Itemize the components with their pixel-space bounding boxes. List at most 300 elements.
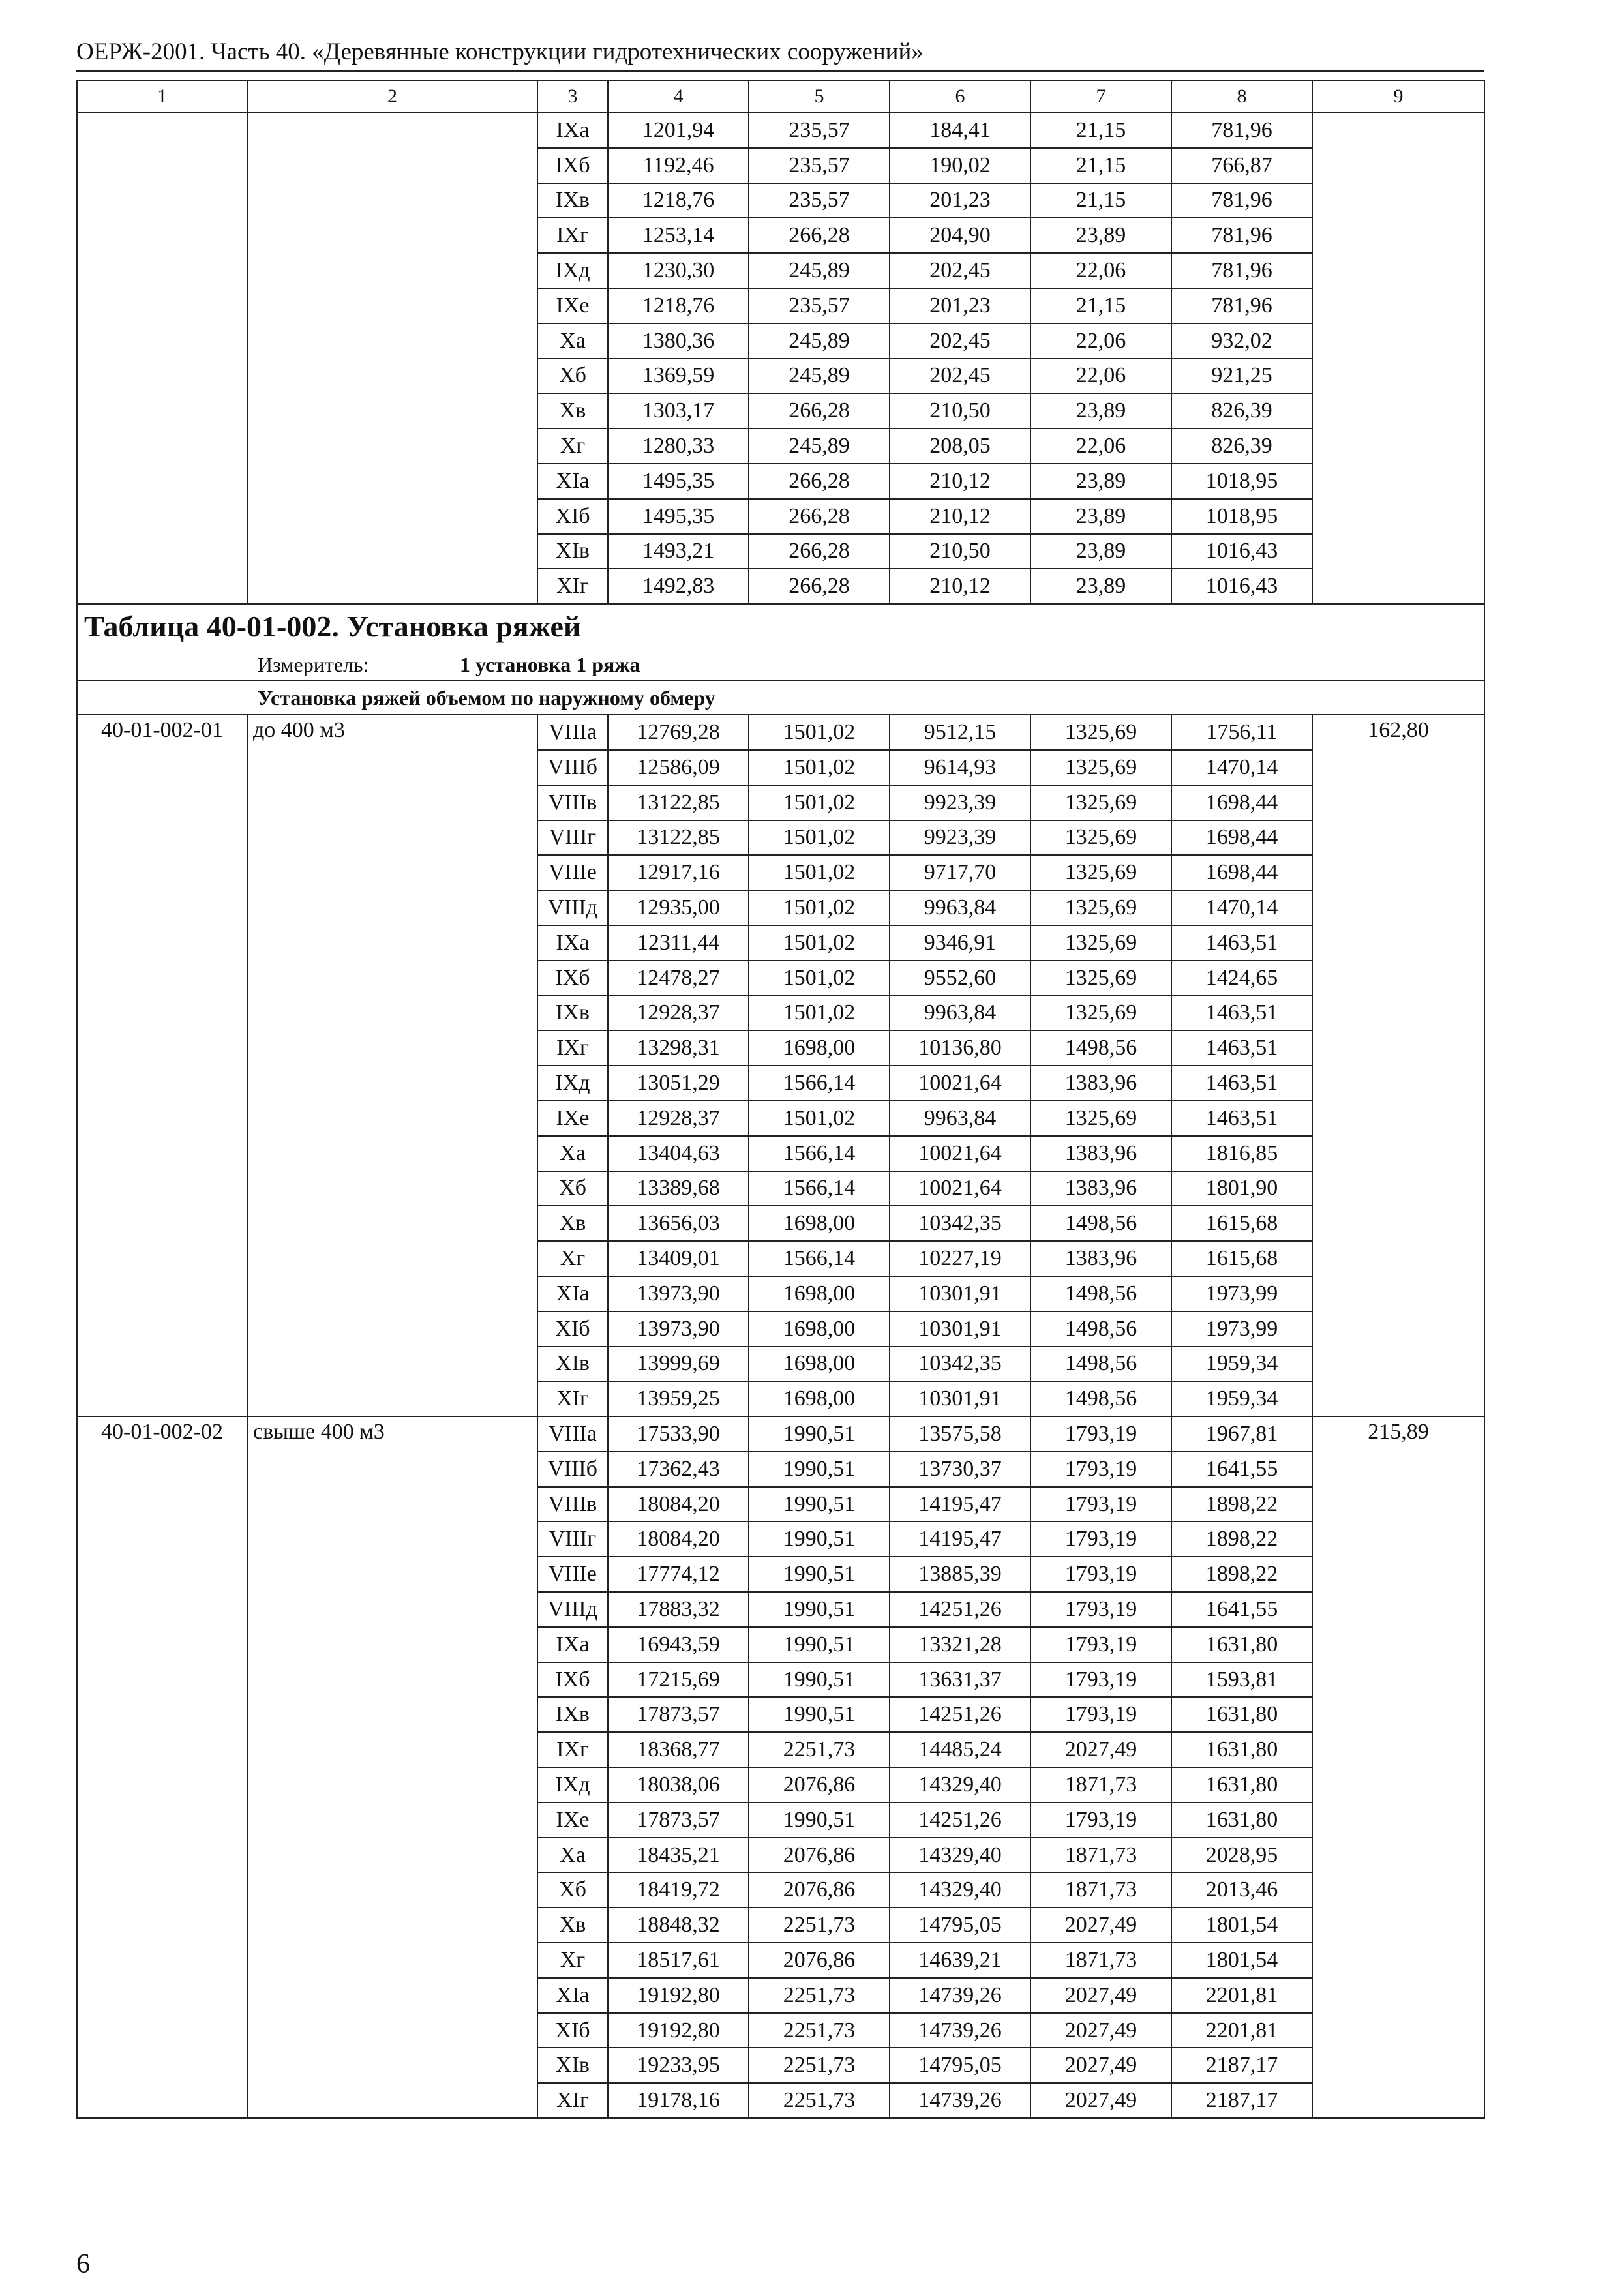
wages-cell: 1501,02 bbox=[749, 925, 890, 961]
zone-cell: Xг bbox=[537, 1241, 608, 1276]
wages-cell: 1990,51 bbox=[749, 1416, 890, 1452]
wages-cell: 1698,00 bbox=[749, 1276, 890, 1311]
materials-cell: 1631,80 bbox=[1171, 1627, 1312, 1662]
materials-cell: 1615,68 bbox=[1171, 1206, 1312, 1241]
machines-cell: 201,23 bbox=[890, 288, 1030, 323]
total-cost-cell: 1230,30 bbox=[608, 253, 749, 288]
machinist-wages-cell: 1498,56 bbox=[1030, 1381, 1171, 1416]
column-number: 9 bbox=[1312, 80, 1484, 113]
materials-cell: 1898,22 bbox=[1171, 1487, 1312, 1522]
wages-cell: 1501,02 bbox=[749, 1101, 890, 1136]
materials-cell: 766,87 bbox=[1171, 148, 1312, 183]
total-cost-cell: 1218,76 bbox=[608, 183, 749, 218]
page-number: 6 bbox=[76, 2249, 90, 2279]
machines-cell: 9717,70 bbox=[890, 855, 1030, 890]
machines-cell: 14195,47 bbox=[890, 1521, 1030, 1557]
materials-cell: 1801,54 bbox=[1171, 1908, 1312, 1943]
total-cost-cell: 1492,83 bbox=[608, 569, 749, 604]
price-table bbox=[76, 80, 1485, 2119]
materials-cell: 1698,44 bbox=[1171, 855, 1312, 890]
machines-cell: 210,12 bbox=[890, 569, 1030, 604]
total-cost-cell: 19178,16 bbox=[608, 2083, 749, 2118]
total-cost-cell: 1253,14 bbox=[608, 218, 749, 253]
zone-cell: IXг bbox=[537, 1732, 608, 1767]
wages-cell: 2076,86 bbox=[749, 1767, 890, 1803]
machinist-wages-cell: 1325,69 bbox=[1030, 996, 1171, 1031]
zone-cell: VIIIе bbox=[537, 855, 608, 890]
total-cost-cell: 13122,85 bbox=[608, 785, 749, 820]
machines-cell: 14739,26 bbox=[890, 2083, 1030, 2118]
machines-cell: 202,45 bbox=[890, 253, 1030, 288]
materials-cell: 921,25 bbox=[1171, 359, 1312, 394]
wages-cell: 245,89 bbox=[749, 323, 890, 359]
machines-cell: 14195,47 bbox=[890, 1487, 1030, 1522]
machines-cell: 14251,26 bbox=[890, 1592, 1030, 1627]
zone-cell: XIб bbox=[537, 1311, 608, 1347]
machines-cell: 202,45 bbox=[890, 359, 1030, 394]
materials-cell: 781,96 bbox=[1171, 218, 1312, 253]
zone-cell: IXд bbox=[537, 1767, 608, 1803]
materials-cell: 1016,43 bbox=[1171, 534, 1312, 569]
total-cost-cell: 17883,32 bbox=[608, 1592, 749, 1627]
machines-cell: 210,12 bbox=[890, 499, 1030, 534]
materials-cell: 781,96 bbox=[1171, 113, 1312, 148]
wages-cell: 2076,86 bbox=[749, 1838, 890, 1873]
zone-cell: XIв bbox=[537, 2048, 608, 2083]
total-cost-cell: 13389,68 bbox=[608, 1171, 749, 1206]
wages-cell: 266,28 bbox=[749, 464, 890, 499]
name-cell bbox=[247, 113, 537, 604]
machines-cell: 9963,84 bbox=[890, 996, 1030, 1031]
machinist-wages-cell: 21,15 bbox=[1030, 288, 1171, 323]
materials-cell: 1463,51 bbox=[1171, 996, 1312, 1031]
wages-cell: 1566,14 bbox=[749, 1241, 890, 1276]
materials-cell: 781,96 bbox=[1171, 253, 1312, 288]
total-cost-cell: 1369,59 bbox=[608, 359, 749, 394]
wages-cell: 235,57 bbox=[749, 288, 890, 323]
materials-cell: 2028,95 bbox=[1171, 1838, 1312, 1873]
materials-cell: 1967,81 bbox=[1171, 1416, 1312, 1452]
zone-cell: VIIIд bbox=[537, 890, 608, 925]
total-cost-cell: 18848,32 bbox=[608, 1908, 749, 1943]
zone-cell: VIIIг bbox=[537, 1521, 608, 1557]
machines-cell: 204,90 bbox=[890, 218, 1030, 253]
machinist-wages-cell: 2027,49 bbox=[1030, 2048, 1171, 2083]
machines-cell: 9963,84 bbox=[890, 1101, 1030, 1136]
materials-cell: 1801,90 bbox=[1171, 1171, 1312, 1206]
machines-cell: 14251,26 bbox=[890, 1697, 1030, 1732]
zone-cell: IXе bbox=[537, 1101, 608, 1136]
machinist-wages-cell: 1325,69 bbox=[1030, 890, 1171, 925]
column-number: 1 bbox=[77, 80, 247, 113]
wages-cell: 1501,02 bbox=[749, 961, 890, 996]
machines-cell: 9923,39 bbox=[890, 785, 1030, 820]
machines-cell: 9512,15 bbox=[890, 715, 1030, 750]
wages-cell: 1501,02 bbox=[749, 996, 890, 1031]
wages-cell: 1698,00 bbox=[749, 1030, 890, 1066]
wages-cell: 1501,02 bbox=[749, 890, 890, 925]
wages-cell: 1990,51 bbox=[749, 1521, 890, 1557]
meter-cell bbox=[77, 649, 1484, 681]
total-cost-cell: 12928,37 bbox=[608, 1101, 749, 1136]
materials-cell: 1463,51 bbox=[1171, 925, 1312, 961]
total-cost-cell: 1495,35 bbox=[608, 499, 749, 534]
machines-cell: 9923,39 bbox=[890, 820, 1030, 856]
zone-cell: IXб bbox=[537, 148, 608, 183]
machinist-wages-cell: 1325,69 bbox=[1030, 1101, 1171, 1136]
total-cost-cell: 19192,80 bbox=[608, 1978, 749, 2013]
total-cost-cell: 12935,00 bbox=[608, 890, 749, 925]
materials-cell: 1973,99 bbox=[1171, 1311, 1312, 1347]
machines-cell: 10136,80 bbox=[890, 1030, 1030, 1066]
zone-cell: IXв bbox=[537, 183, 608, 218]
column-number: 8 bbox=[1171, 80, 1312, 113]
machinist-wages-cell: 1325,69 bbox=[1030, 925, 1171, 961]
total-cost-cell: 18084,20 bbox=[608, 1487, 749, 1522]
machines-cell: 14795,05 bbox=[890, 2048, 1030, 2083]
column-number: 5 bbox=[749, 80, 890, 113]
machines-cell: 14329,40 bbox=[890, 1767, 1030, 1803]
zone-cell: Xб bbox=[537, 1171, 608, 1206]
machinist-wages-cell: 1383,96 bbox=[1030, 1171, 1171, 1206]
materials-cell: 1463,51 bbox=[1171, 1066, 1312, 1101]
machinist-wages-cell: 21,15 bbox=[1030, 148, 1171, 183]
zone-cell: IXв bbox=[537, 996, 608, 1031]
zone-cell: VIIIг bbox=[537, 820, 608, 856]
zone-cell: XIа bbox=[537, 1276, 608, 1311]
total-cost-cell: 13404,63 bbox=[608, 1136, 749, 1171]
machinist-wages-cell: 1871,73 bbox=[1030, 1767, 1171, 1803]
machinist-wages-cell: 22,06 bbox=[1030, 253, 1171, 288]
wages-cell: 1990,51 bbox=[749, 1662, 890, 1698]
zone-cell: Xа bbox=[537, 1136, 608, 1171]
zone-cell: IXг bbox=[537, 218, 608, 253]
machinist-wages-cell: 23,89 bbox=[1030, 393, 1171, 428]
machines-cell: 13321,28 bbox=[890, 1627, 1030, 1662]
column-number: 3 bbox=[537, 80, 608, 113]
wages-cell: 266,28 bbox=[749, 499, 890, 534]
machinist-wages-cell: 1793,19 bbox=[1030, 1452, 1171, 1487]
machines-cell: 9963,84 bbox=[890, 890, 1030, 925]
materials-cell: 1631,80 bbox=[1171, 1732, 1312, 1767]
table-title-row bbox=[77, 604, 1484, 649]
meter-row bbox=[77, 649, 1484, 681]
meter-value: 1 установка 1 ряжа bbox=[460, 653, 640, 677]
machinist-wages-cell: 1383,96 bbox=[1030, 1241, 1171, 1276]
wages-cell: 1501,02 bbox=[749, 855, 890, 890]
total-cost-cell: 18419,72 bbox=[608, 1872, 749, 1908]
wages-cell: 2076,86 bbox=[749, 1872, 890, 1908]
wages-cell: 245,89 bbox=[749, 253, 890, 288]
name-cell: свыше 400 м3 bbox=[247, 1416, 537, 2118]
zone-cell: XIб bbox=[537, 2013, 608, 2048]
materials-cell: 1898,22 bbox=[1171, 1557, 1312, 1592]
materials-cell: 2201,81 bbox=[1171, 1978, 1312, 2013]
wages-cell: 1698,00 bbox=[749, 1347, 890, 1382]
wages-cell: 1501,02 bbox=[749, 715, 890, 750]
total-cost-cell: 18038,06 bbox=[608, 1767, 749, 1803]
zone-cell: XIа bbox=[537, 464, 608, 499]
total-cost-cell: 13959,25 bbox=[608, 1381, 749, 1416]
materials-cell: 826,39 bbox=[1171, 428, 1312, 464]
total-cost-cell: 13122,85 bbox=[608, 820, 749, 856]
zone-cell: Xв bbox=[537, 393, 608, 428]
wages-cell: 1698,00 bbox=[749, 1311, 890, 1347]
wages-cell: 1501,02 bbox=[749, 820, 890, 856]
materials-cell: 1698,44 bbox=[1171, 785, 1312, 820]
machinist-wages-cell: 1793,19 bbox=[1030, 1662, 1171, 1698]
wages-cell: 2076,86 bbox=[749, 1943, 890, 1978]
total-cost-cell: 19233,95 bbox=[608, 2048, 749, 2083]
total-cost-cell: 13973,90 bbox=[608, 1311, 749, 1347]
machines-cell: 10021,64 bbox=[890, 1066, 1030, 1101]
machinist-wages-cell: 1793,19 bbox=[1030, 1521, 1171, 1557]
machinist-wages-cell: 1383,96 bbox=[1030, 1136, 1171, 1171]
machinist-wages-cell: 2027,49 bbox=[1030, 1908, 1171, 1943]
machinist-wages-cell: 1325,69 bbox=[1030, 715, 1171, 750]
materials-cell: 1631,80 bbox=[1171, 1697, 1312, 1732]
zone-cell: IXв bbox=[537, 1697, 608, 1732]
wages-cell: 1566,14 bbox=[749, 1171, 890, 1206]
zone-cell: VIIIд bbox=[537, 1592, 608, 1627]
machines-cell: 9346,91 bbox=[890, 925, 1030, 961]
machines-cell: 9552,60 bbox=[890, 961, 1030, 996]
wages-cell: 235,57 bbox=[749, 183, 890, 218]
machinist-wages-cell: 1498,56 bbox=[1030, 1206, 1171, 1241]
total-cost-cell: 12769,28 bbox=[608, 715, 749, 750]
materials-cell: 1816,85 bbox=[1171, 1136, 1312, 1171]
machinist-wages-cell: 1325,69 bbox=[1030, 820, 1171, 856]
machinist-wages-cell: 1871,73 bbox=[1030, 1943, 1171, 1978]
zone-cell: Xа bbox=[537, 323, 608, 359]
total-cost-cell: 19192,80 bbox=[608, 2013, 749, 2048]
machines-cell: 10021,64 bbox=[890, 1171, 1030, 1206]
zone-cell: Xв bbox=[537, 1206, 608, 1241]
wages-cell: 1698,00 bbox=[749, 1206, 890, 1241]
zone-cell: VIIIб bbox=[537, 750, 608, 785]
zone-cell: VIIIа bbox=[537, 1416, 608, 1452]
materials-cell: 1615,68 bbox=[1171, 1241, 1312, 1276]
wages-cell: 235,57 bbox=[749, 148, 890, 183]
machines-cell: 13885,39 bbox=[890, 1557, 1030, 1592]
machines-cell: 202,45 bbox=[890, 323, 1030, 359]
machinist-wages-cell: 23,89 bbox=[1030, 218, 1171, 253]
machinist-wages-cell: 1498,56 bbox=[1030, 1276, 1171, 1311]
machinist-wages-cell: 1793,19 bbox=[1030, 1557, 1171, 1592]
machines-cell: 190,02 bbox=[890, 148, 1030, 183]
machinist-wages-cell: 23,89 bbox=[1030, 464, 1171, 499]
wages-cell: 2251,73 bbox=[749, 2013, 890, 2048]
zone-cell: XIа bbox=[537, 1978, 608, 2013]
table-title: Таблица 40-01-002. Установка ряжей bbox=[77, 604, 1484, 649]
zone-cell: IXа bbox=[537, 113, 608, 148]
machinist-wages-cell: 1793,19 bbox=[1030, 1627, 1171, 1662]
materials-cell: 1641,55 bbox=[1171, 1592, 1312, 1627]
total-cost-cell: 18435,21 bbox=[608, 1838, 749, 1873]
materials-cell: 1756,11 bbox=[1171, 715, 1312, 750]
code-cell: 40-01-002-02 bbox=[77, 1416, 247, 2118]
zone-cell: XIв bbox=[537, 1347, 608, 1382]
materials-cell: 2187,17 bbox=[1171, 2083, 1312, 2118]
machinist-wages-cell: 22,06 bbox=[1030, 428, 1171, 464]
wages-cell: 2251,73 bbox=[749, 1978, 890, 2013]
wages-cell: 2251,73 bbox=[749, 2048, 890, 2083]
materials-cell: 1016,43 bbox=[1171, 569, 1312, 604]
machinist-wages-cell: 1793,19 bbox=[1030, 1697, 1171, 1732]
machinist-wages-cell: 1871,73 bbox=[1030, 1872, 1171, 1908]
zone-cell: XIг bbox=[537, 2083, 608, 2118]
materials-cell: 1898,22 bbox=[1171, 1521, 1312, 1557]
total-cost-cell: 12917,16 bbox=[608, 855, 749, 890]
machines-cell: 14739,26 bbox=[890, 1978, 1030, 2013]
zone-cell: IXа bbox=[537, 925, 608, 961]
machinist-wages-cell: 1383,96 bbox=[1030, 1066, 1171, 1101]
machinist-wages-cell: 2027,49 bbox=[1030, 1732, 1171, 1767]
total-cost-cell: 1280,33 bbox=[608, 428, 749, 464]
wages-cell: 1566,14 bbox=[749, 1066, 890, 1101]
wages-cell: 1990,51 bbox=[749, 1487, 890, 1522]
machines-cell: 14329,40 bbox=[890, 1838, 1030, 1873]
machinist-wages-cell: 21,15 bbox=[1030, 113, 1171, 148]
zone-cell: Xг bbox=[537, 428, 608, 464]
materials-cell: 2201,81 bbox=[1171, 2013, 1312, 2048]
total-cost-cell: 13999,69 bbox=[608, 1347, 749, 1382]
total-cost-cell: 1493,21 bbox=[608, 534, 749, 569]
materials-cell: 1463,51 bbox=[1171, 1030, 1312, 1066]
zone-cell: Xг bbox=[537, 1943, 608, 1978]
wages-cell: 1698,00 bbox=[749, 1381, 890, 1416]
machines-cell: 184,41 bbox=[890, 113, 1030, 148]
zone-cell: VIIIе bbox=[537, 1557, 608, 1592]
machines-cell: 14485,24 bbox=[890, 1732, 1030, 1767]
materials-cell: 1973,99 bbox=[1171, 1276, 1312, 1311]
total-cost-cell: 18084,20 bbox=[608, 1521, 749, 1557]
wages-cell: 245,89 bbox=[749, 359, 890, 394]
column-numbers-row bbox=[77, 80, 1484, 113]
materials-cell: 1424,65 bbox=[1171, 961, 1312, 996]
wages-cell: 2251,73 bbox=[749, 1732, 890, 1767]
machinist-wages-cell: 1871,73 bbox=[1030, 1838, 1171, 1873]
machinist-wages-cell: 23,89 bbox=[1030, 499, 1171, 534]
materials-cell: 1018,95 bbox=[1171, 464, 1312, 499]
machines-cell: 10301,91 bbox=[890, 1311, 1030, 1347]
machinist-wages-cell: 22,06 bbox=[1030, 359, 1171, 394]
materials-cell: 1631,80 bbox=[1171, 1767, 1312, 1803]
machines-cell: 210,50 bbox=[890, 534, 1030, 569]
zone-cell: IXе bbox=[537, 288, 608, 323]
total-cost-cell: 16943,59 bbox=[608, 1627, 749, 1662]
machinist-wages-cell: 1325,69 bbox=[1030, 785, 1171, 820]
total-cost-cell: 13656,03 bbox=[608, 1206, 749, 1241]
wages-cell: 1501,02 bbox=[749, 750, 890, 785]
materials-cell: 1470,14 bbox=[1171, 750, 1312, 785]
zone-cell: Xа bbox=[537, 1838, 608, 1873]
total-cost-cell: 13409,01 bbox=[608, 1241, 749, 1276]
zone-cell: VIIIв bbox=[537, 1487, 608, 1522]
machinist-wages-cell: 1498,56 bbox=[1030, 1030, 1171, 1066]
machines-cell: 9614,93 bbox=[890, 750, 1030, 785]
materials-cell: 932,02 bbox=[1171, 323, 1312, 359]
machines-cell: 210,50 bbox=[890, 393, 1030, 428]
materials-cell: 1593,81 bbox=[1171, 1662, 1312, 1698]
machines-cell: 10301,91 bbox=[890, 1276, 1030, 1311]
machinist-wages-cell: 1498,56 bbox=[1030, 1311, 1171, 1347]
materials-cell: 1631,80 bbox=[1171, 1803, 1312, 1838]
materials-cell: 781,96 bbox=[1171, 288, 1312, 323]
wages-cell: 1501,02 bbox=[749, 785, 890, 820]
machinist-wages-cell: 1498,56 bbox=[1030, 1347, 1171, 1382]
machines-cell: 208,05 bbox=[890, 428, 1030, 464]
zone-cell: Xб bbox=[537, 359, 608, 394]
materials-cell: 1463,51 bbox=[1171, 1101, 1312, 1136]
header-rule bbox=[76, 70, 1484, 72]
zone-cell: IXд bbox=[537, 1066, 608, 1101]
wages-cell: 235,57 bbox=[749, 113, 890, 148]
machinist-wages-cell: 23,89 bbox=[1030, 534, 1171, 569]
total-cost-cell: 1218,76 bbox=[608, 288, 749, 323]
zone-cell: Xв bbox=[537, 1908, 608, 1943]
total-cost-cell: 1201,94 bbox=[608, 113, 749, 148]
zone-cell: IXг bbox=[537, 1030, 608, 1066]
machinist-wages-cell: 2027,49 bbox=[1030, 2013, 1171, 2048]
wages-cell: 1990,51 bbox=[749, 1557, 890, 1592]
code-cell: 40-01-002-01 bbox=[77, 715, 247, 1416]
machinist-wages-cell: 1325,69 bbox=[1030, 855, 1171, 890]
col9-cell: 162,80 bbox=[1312, 715, 1484, 1416]
total-cost-cell: 13973,90 bbox=[608, 1276, 749, 1311]
machines-cell: 10342,35 bbox=[890, 1206, 1030, 1241]
machines-cell: 13730,37 bbox=[890, 1452, 1030, 1487]
materials-cell: 1698,44 bbox=[1171, 820, 1312, 856]
zone-cell: IXа bbox=[537, 1627, 608, 1662]
wages-cell: 1990,51 bbox=[749, 1452, 890, 1487]
wages-cell: 2251,73 bbox=[749, 1908, 890, 1943]
total-cost-cell: 17873,57 bbox=[608, 1803, 749, 1838]
section-row bbox=[77, 681, 1484, 715]
materials-cell: 781,96 bbox=[1171, 183, 1312, 218]
table-row bbox=[77, 113, 1484, 148]
table-row bbox=[77, 1416, 1484, 1452]
wages-cell: 1990,51 bbox=[749, 1592, 890, 1627]
table-row bbox=[77, 715, 1484, 750]
machines-cell: 14739,26 bbox=[890, 2013, 1030, 2048]
total-cost-cell: 1192,46 bbox=[608, 148, 749, 183]
zone-cell: XIг bbox=[537, 1381, 608, 1416]
materials-cell: 2187,17 bbox=[1171, 2048, 1312, 2083]
column-number: 2 bbox=[247, 80, 537, 113]
zone-cell: VIIIв bbox=[537, 785, 608, 820]
name-cell: до 400 м3 bbox=[247, 715, 537, 1416]
col9-cell: 215,89 bbox=[1312, 1416, 1484, 2118]
column-number: 7 bbox=[1030, 80, 1171, 113]
materials-cell: 1801,54 bbox=[1171, 1943, 1312, 1978]
zone-cell: IXб bbox=[537, 1662, 608, 1698]
wages-cell: 266,28 bbox=[749, 569, 890, 604]
machines-cell: 10342,35 bbox=[890, 1347, 1030, 1382]
total-cost-cell: 1495,35 bbox=[608, 464, 749, 499]
machinist-wages-cell: 23,89 bbox=[1030, 569, 1171, 604]
materials-cell: 1959,34 bbox=[1171, 1381, 1312, 1416]
materials-cell: 2013,46 bbox=[1171, 1872, 1312, 1908]
machinist-wages-cell: 1325,69 bbox=[1030, 961, 1171, 996]
machines-cell: 13575,58 bbox=[890, 1416, 1030, 1452]
zone-cell: IXд bbox=[537, 253, 608, 288]
machinist-wages-cell: 1793,19 bbox=[1030, 1592, 1171, 1627]
machines-cell: 14251,26 bbox=[890, 1803, 1030, 1838]
total-cost-cell: 12478,27 bbox=[608, 961, 749, 996]
zone-cell: XIв bbox=[537, 534, 608, 569]
total-cost-cell: 1303,17 bbox=[608, 393, 749, 428]
